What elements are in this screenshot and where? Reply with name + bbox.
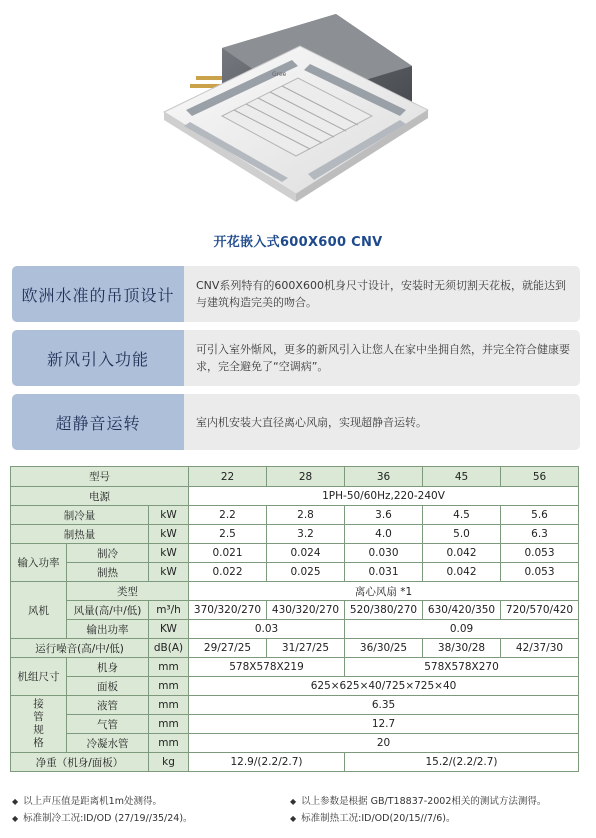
note-text: 标准制热工况:ID/OD(20/15//7/6)。 bbox=[301, 813, 456, 824]
cell: 2.8 bbox=[267, 506, 345, 525]
fan-label: 风机 bbox=[11, 582, 67, 639]
table-row-dims-panel bbox=[11, 677, 579, 696]
cell: 12.9/(2.2/2.7) bbox=[189, 753, 345, 772]
diamond-bullet-icon: ◆ bbox=[290, 814, 297, 823]
table-row-cooling-capacity bbox=[11, 506, 579, 525]
unit: kW bbox=[149, 506, 189, 525]
unit: kW bbox=[149, 544, 189, 563]
feature-row-quiet bbox=[12, 394, 580, 450]
product-image bbox=[160, 6, 432, 218]
model-36: 36 bbox=[345, 467, 423, 487]
panel-logo: Gree bbox=[272, 71, 287, 78]
product-caption: 开花嵌入式600X600 CNV bbox=[213, 235, 383, 250]
table-row-pipe-drain bbox=[11, 734, 579, 753]
model-22: 22 bbox=[189, 467, 267, 487]
cell: 3.6 bbox=[345, 506, 423, 525]
note-text: 标准制冷工况:ID/OD (27/19//35/24)。 bbox=[23, 813, 193, 824]
unit: dB(A) bbox=[149, 639, 189, 658]
cell: 29/27/25 bbox=[189, 639, 267, 658]
cell: 38/30/28 bbox=[423, 639, 501, 658]
table-row-input-power-cool bbox=[11, 544, 579, 563]
cell: 0.09 bbox=[345, 620, 579, 639]
cell: 2.5 bbox=[189, 525, 267, 544]
note-3 bbox=[12, 810, 193, 824]
cell: 430/320/270 bbox=[267, 601, 345, 620]
cell: 3.2 bbox=[267, 525, 345, 544]
cell: 5.6 bbox=[501, 506, 579, 525]
cell: 4.5 bbox=[423, 506, 501, 525]
unit: kW bbox=[149, 563, 189, 582]
feature-title: 新风引入功能 bbox=[12, 330, 184, 386]
heating-cap-label: 制热量 bbox=[11, 525, 149, 544]
diamond-bullet-icon: ◆ bbox=[12, 797, 19, 806]
cell: 0.042 bbox=[423, 563, 501, 582]
power-label: 电源 bbox=[11, 487, 189, 506]
unit: mm bbox=[149, 696, 189, 715]
note-2 bbox=[290, 793, 546, 807]
table-row-input-power-heat bbox=[11, 563, 579, 582]
cell: 36/30/25 bbox=[345, 639, 423, 658]
unit: mm bbox=[149, 677, 189, 696]
cell: 578X578X219 bbox=[189, 658, 345, 677]
diamond-bullet-icon: ◆ bbox=[12, 814, 19, 823]
cell: 625×625×40/725×725×40 bbox=[189, 677, 579, 696]
input-power-label: 输入功率 bbox=[11, 544, 67, 582]
model-45: 45 bbox=[423, 467, 501, 487]
body-label: 机身 bbox=[67, 658, 149, 677]
cell: 6.35 bbox=[189, 696, 579, 715]
pipe-label bbox=[11, 696, 67, 753]
cell: 31/27/25 bbox=[267, 639, 345, 658]
unit: kW bbox=[149, 525, 189, 544]
note-4 bbox=[290, 810, 455, 824]
cell: 0.030 bbox=[345, 544, 423, 563]
airflow-label: 风量(高/中/低) bbox=[67, 601, 149, 620]
feature-description: 室内机安装大直径离心风扇，实现超静音运转。 bbox=[196, 415, 427, 429]
table-row-weight bbox=[11, 753, 579, 772]
table-row-pipe-liquid bbox=[11, 696, 579, 715]
cell: 370/320/270 bbox=[189, 601, 267, 620]
cell: 2.2 bbox=[189, 506, 267, 525]
note-1 bbox=[12, 793, 162, 807]
liquid-label: 液管 bbox=[67, 696, 149, 715]
note-text: 以上参数是根据 GB/T18837-2002相关的测试方法测得。 bbox=[301, 796, 547, 807]
feature-title: 超静音运转 bbox=[12, 394, 184, 450]
feature-description: CNV系列特有的600X600机身尺寸设计，安装时无须切割天花板，就能达到与建筑构造完美的吻合。 bbox=[196, 279, 566, 309]
feature-description: 可引入室外惭风，更多的新风引入让您人在家中坐拥自然，并完全符合健康要求，完全避免了“空调病”。 bbox=[196, 343, 570, 373]
table-row-fan-output bbox=[11, 620, 579, 639]
model-56: 56 bbox=[501, 467, 579, 487]
feature-title: 欧洲水准的吊顶设计 bbox=[12, 266, 184, 322]
gas-label: 气管 bbox=[67, 715, 149, 734]
table-row-model bbox=[11, 467, 579, 487]
fan-type-value: 离心风扇 *1 bbox=[189, 582, 579, 601]
cell: 0.042 bbox=[423, 544, 501, 563]
note-text: 以上声压值是距离机1m处测得。 bbox=[23, 796, 162, 807]
output-label: 输出功率 bbox=[67, 620, 149, 639]
cell: 42/37/30 bbox=[501, 639, 579, 658]
input-cool-label: 制冷 bbox=[67, 544, 149, 563]
unit: kg bbox=[149, 753, 189, 772]
cell: 20 bbox=[189, 734, 579, 753]
cell: 0.031 bbox=[345, 563, 423, 582]
cell: 720/570/420 bbox=[501, 601, 579, 620]
noise-label: 运行噪音(高/中/低) bbox=[11, 639, 149, 658]
cell: 0.021 bbox=[189, 544, 267, 563]
cell: 15.2/(2.2/2.7) bbox=[345, 753, 579, 772]
cell: 0.03 bbox=[189, 620, 345, 639]
cell: 0.053 bbox=[501, 563, 579, 582]
diamond-bullet-icon: ◆ bbox=[290, 797, 297, 806]
cell: 12.7 bbox=[189, 715, 579, 734]
table-row-power bbox=[11, 487, 579, 506]
cell: 4.0 bbox=[345, 525, 423, 544]
cell: 6.3 bbox=[501, 525, 579, 544]
input-heat-label: 制热 bbox=[67, 563, 149, 582]
table-row-pipe-gas bbox=[11, 715, 579, 734]
cell: 578X578X270 bbox=[345, 658, 579, 677]
cooling-cap-label: 制冷量 bbox=[11, 506, 149, 525]
table-row-dims-body bbox=[11, 658, 579, 677]
power-value: 1PH-50/60Hz,220-240V bbox=[189, 487, 579, 506]
weight-label: 净重（机身/面板） bbox=[11, 753, 149, 772]
unit: KW bbox=[149, 620, 189, 639]
table-row-fan-type bbox=[11, 582, 579, 601]
cell: 630/420/350 bbox=[423, 601, 501, 620]
unit: mm bbox=[149, 734, 189, 753]
cell: 5.0 bbox=[423, 525, 501, 544]
table-row-noise bbox=[11, 639, 579, 658]
cell: 0.025 bbox=[267, 563, 345, 582]
feature-row-ceiling-design bbox=[12, 266, 580, 322]
pipe-label-text: 接管规格 bbox=[33, 698, 44, 749]
cell: 0.022 bbox=[189, 563, 267, 582]
cell: 520/380/270 bbox=[345, 601, 423, 620]
cell: 0.024 bbox=[267, 544, 345, 563]
unit: mm bbox=[149, 658, 189, 677]
spec-table bbox=[10, 466, 579, 772]
cell: 0.053 bbox=[501, 544, 579, 563]
drain-label: 冷凝水管 bbox=[67, 734, 149, 753]
fan-type-label: 类型 bbox=[67, 582, 189, 601]
model-label: 型号 bbox=[11, 467, 189, 487]
table-row-heating-capacity bbox=[11, 525, 579, 544]
unit: mm bbox=[149, 715, 189, 734]
unit: m³/h bbox=[149, 601, 189, 620]
feature-row-fresh-air bbox=[12, 330, 580, 386]
dims-label: 机组尺寸 bbox=[11, 658, 67, 696]
table-row-fan-airflow bbox=[11, 601, 579, 620]
model-28: 28 bbox=[267, 467, 345, 487]
panel-label: 面板 bbox=[67, 677, 149, 696]
